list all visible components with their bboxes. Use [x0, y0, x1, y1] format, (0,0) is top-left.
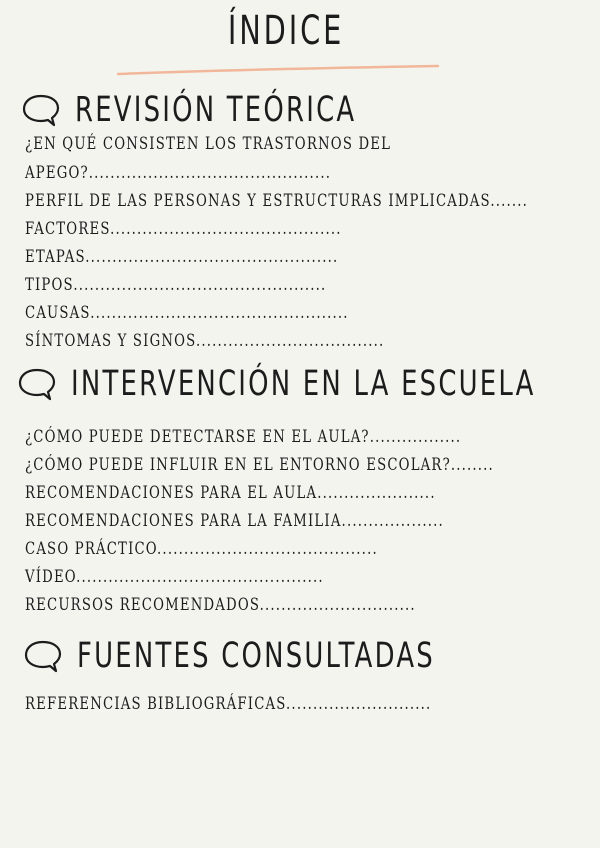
toc-item[interactable]: RECURSOS RECOMENDADOS............................. — [25, 595, 416, 615]
speech-bubble-icon — [23, 638, 63, 674]
toc-item[interactable]: CASO PRÁCTICO......................................... — [25, 539, 378, 559]
toc-item[interactable]: REFERENCIAS BIBLIOGRÁFICAS........................... — [25, 694, 432, 714]
section-header-revision-teorica — [21, 90, 455, 130]
toc-item[interactable]: PERFIL DE LAS PERSONAS Y ESTRUCTURAS IMPLICADAS....... — [25, 191, 529, 211]
toc-item[interactable]: VÍDEO.............................................. — [25, 567, 324, 587]
toc-item[interactable]: ¿EN QUÉ CONSISTEN LOS TRASTORNOS DEL — [25, 134, 392, 154]
section-title: FUENTES CONSULTADAS — [77, 636, 435, 676]
toc-item[interactable]: APEGO?............................................. — [25, 163, 332, 183]
section-title: INTERVENCIÓN EN LA ESCUELA — [71, 364, 536, 404]
page-title: ÍNDICE — [227, 8, 345, 54]
toc-item[interactable]: ETAPAS............................................... — [25, 247, 339, 267]
toc-item[interactable]: SÍNTOMAS Y SIGNOS................................... — [25, 331, 385, 351]
toc-item[interactable]: RECOMENDACIONES PARA LA FAMILIA................... — [25, 511, 444, 531]
section-header-fuentes-consultadas — [23, 636, 561, 676]
title-underline — [116, 64, 441, 78]
speech-bubble-icon — [17, 366, 57, 402]
toc-item[interactable]: FACTORES........................................... — [25, 219, 342, 239]
toc-item[interactable]: TIPOS............................................... — [25, 275, 327, 295]
toc-item[interactable]: ¿CÓMO PUEDE INFLUIR EN EL ENTORNO ESCOLAR?........ — [25, 455, 494, 475]
section-header-intervencion-escuela — [17, 364, 600, 404]
speech-bubble-icon — [21, 92, 61, 128]
toc-item[interactable]: RECOMENDACIONES PARA EL AULA...................... — [25, 483, 436, 503]
toc-item[interactable]: ¿CÓMO PUEDE DETECTARSE EN EL AULA?................. — [25, 427, 462, 447]
toc-item[interactable]: CAUSAS................................................ — [25, 303, 349, 323]
section-title: REVISIÓN TEÓRICA — [75, 90, 357, 130]
